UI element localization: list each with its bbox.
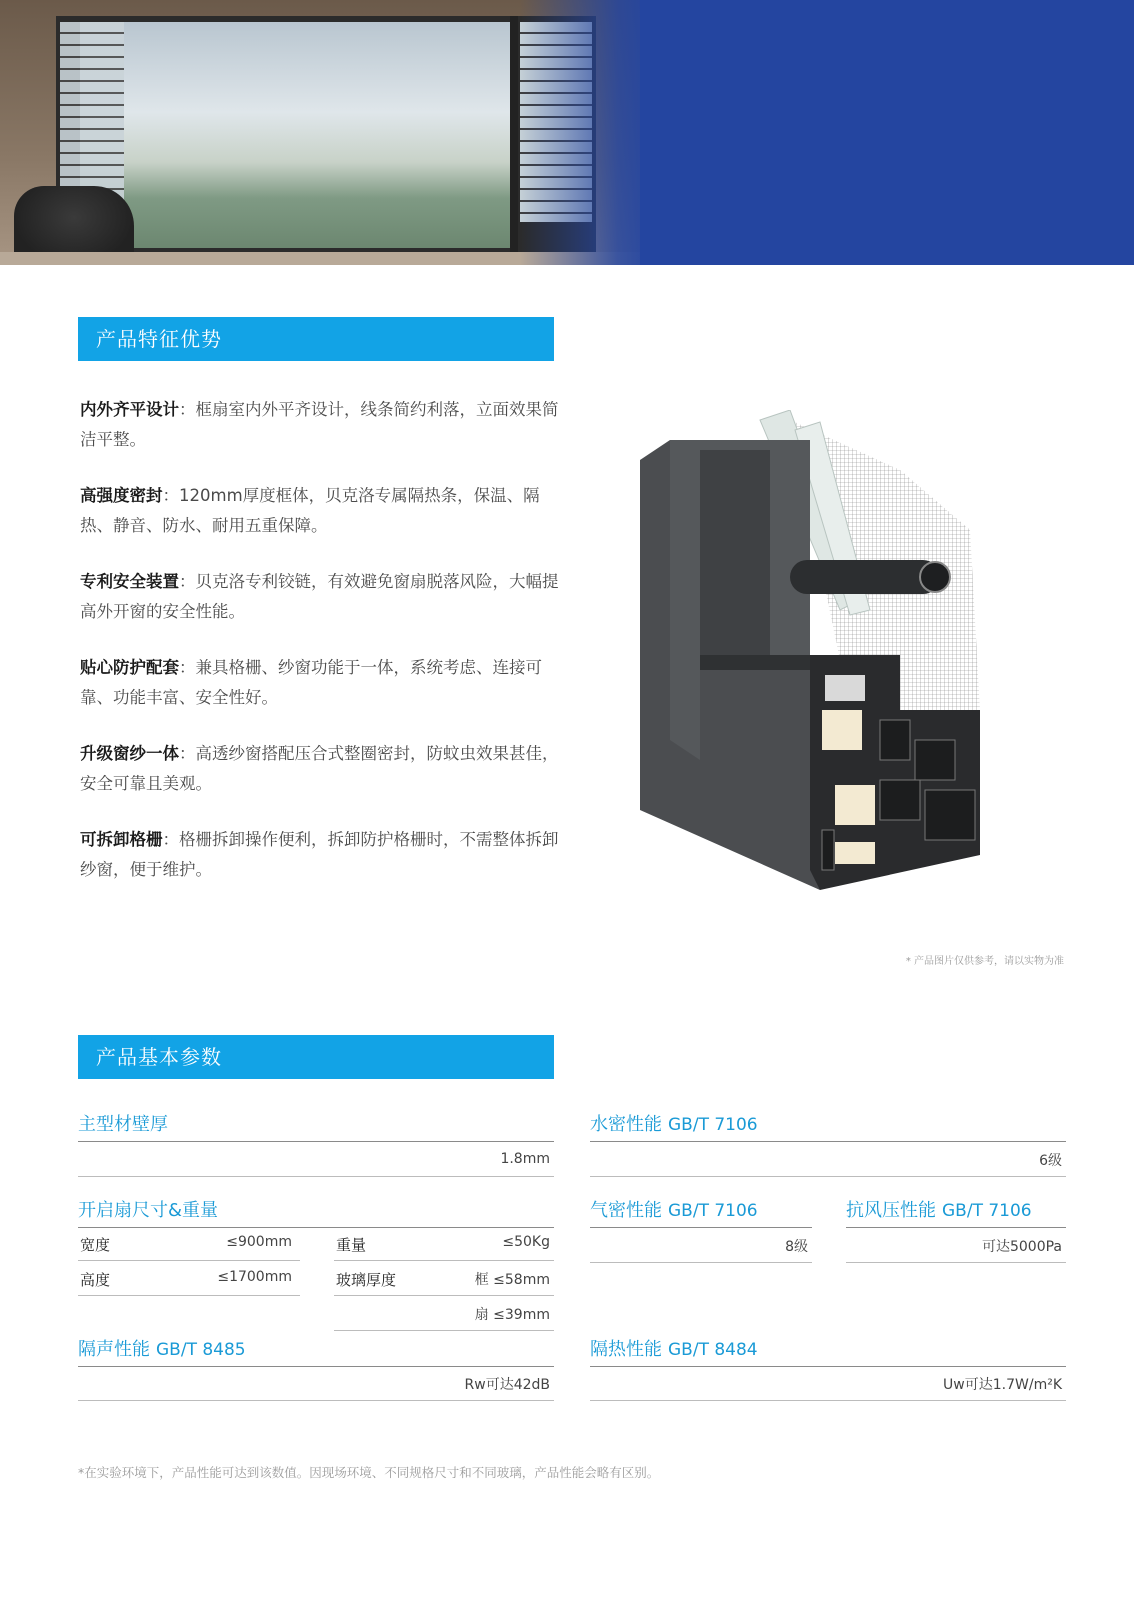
feature-item: [80, 395, 560, 455]
sash-title: 开启扇尺寸&重量: [78, 1200, 219, 1221]
window-profile-illustration: [640, 410, 1020, 910]
feature-title: 专利安全装置: [80, 572, 179, 591]
thermal-value: Uw可达1.7W/m²K: [943, 1377, 1062, 1393]
sound-title-text: 隔声性能: [78, 1339, 150, 1360]
divider: [590, 1227, 812, 1228]
hero-mountain-view: [80, 22, 510, 248]
divider: [78, 1260, 300, 1261]
feature-text: ：兼具格栅、纱窗功能于一体，系统考虑、连接可靠、功能丰富、安全性好。: [80, 658, 542, 707]
divider: [78, 1176, 554, 1177]
feature-list: [80, 395, 560, 911]
air-value: 8级: [785, 1239, 808, 1255]
divider: [590, 1400, 1066, 1401]
divider: [846, 1262, 1066, 1263]
feature-title: 贴心防护配套: [80, 658, 179, 677]
divider: [846, 1227, 1066, 1228]
height-value: ≤1700mm: [217, 1269, 292, 1285]
wall-thickness-value: 1.8mm: [500, 1151, 550, 1167]
thermal-title: [590, 1335, 758, 1361]
thermal-title-text: 隔热性能: [590, 1339, 662, 1360]
divider: [590, 1366, 1066, 1367]
wall-thickness-title: 主型材壁厚: [78, 1114, 168, 1135]
features-section-title: 产品特征优势: [78, 317, 554, 361]
glass-sash-value: 扇 ≤39mm: [474, 1307, 550, 1323]
divider: [590, 1141, 1066, 1142]
params-section-title: 产品基本参数: [78, 1035, 554, 1079]
sound-value: Rw可达42dB: [464, 1377, 550, 1393]
feature-title: 可拆卸格栅: [80, 830, 163, 849]
feature-text: ：贝克洛专利铰链，有效避免窗扇脱落风险，大幅提高外开窗的安全性能。: [80, 572, 559, 621]
hero-blue-panel: [640, 0, 1134, 265]
water-value: 6级: [1039, 1153, 1062, 1169]
divider: [334, 1295, 554, 1296]
feature-item: [80, 739, 560, 799]
feature-title: 升级窗纱一体: [80, 744, 179, 763]
hero-gradient-fade: [520, 0, 660, 265]
divider: [78, 1227, 554, 1228]
air-standard: GB/T 7106: [668, 1201, 758, 1221]
glass-frame-value: 框 ≤58mm: [474, 1272, 550, 1288]
weight-value: ≤50Kg: [502, 1234, 550, 1250]
water-title-text: 水密性能: [590, 1114, 662, 1135]
thermal-standard: GB/T 8484: [668, 1340, 758, 1360]
divider: [78, 1400, 554, 1401]
divider: [78, 1141, 554, 1142]
glass-thickness-label: 玻璃厚度: [336, 1271, 397, 1289]
air-title-text: 气密性能: [590, 1200, 662, 1221]
feature-item: [80, 481, 560, 541]
feature-title: 高强度密封: [80, 486, 163, 505]
water-standard: GB/T 7106: [668, 1115, 758, 1135]
divider: [590, 1262, 812, 1263]
sound-title: [78, 1335, 246, 1361]
divider: [334, 1330, 554, 1331]
feature-text: ：格栅拆卸操作便利，拆卸防护格栅时，不需整体拆卸纱窗，便于维护。: [80, 830, 559, 879]
air-title: [590, 1196, 758, 1222]
width-value: ≤900mm: [226, 1234, 292, 1250]
feature-text: ：框扇室内外平齐设计，线条简约利落，立面效果简洁平整。: [80, 400, 559, 449]
footnote: *在实验环境下，产品性能可达到该数值。因现场环境、不同规格尺寸和不同玻璃，产品性能会略有区别。: [78, 1465, 660, 1480]
hero-banner: [0, 0, 1134, 265]
height-label: 高度: [80, 1271, 111, 1289]
feature-text: ：120mm厚度框体，贝克洛专属隔热条，保温、隔热、静音、防水、耐用五重保障。: [80, 486, 540, 535]
divider: [590, 1176, 1066, 1177]
divider: [78, 1366, 554, 1367]
feature-title: 内外齐平设计: [80, 400, 179, 419]
wind-value: 可达5000Pa: [981, 1239, 1062, 1255]
feature-item: [80, 653, 560, 713]
feature-item: [80, 825, 560, 885]
divider: [78, 1295, 300, 1296]
wind-standard: GB/T 7106: [942, 1201, 1032, 1221]
image-caption: * 产品图片仅供参考，请以实物为准: [905, 956, 1064, 967]
wind-title: [846, 1196, 1032, 1222]
water-title: [590, 1110, 758, 1136]
hero-window-mullion: [510, 16, 518, 252]
divider: [334, 1260, 554, 1261]
width-label: 宽度: [80, 1236, 111, 1254]
feature-item: [80, 567, 560, 627]
sound-standard: GB/T 8485: [156, 1340, 246, 1360]
wind-title-text: 抗风压性能: [846, 1200, 936, 1221]
weight-label: 重量: [336, 1236, 367, 1254]
feature-text: ：高透纱窗搭配压合式整圈密封，防蚊虫效果甚佳，安全可靠且美观。: [80, 744, 559, 793]
